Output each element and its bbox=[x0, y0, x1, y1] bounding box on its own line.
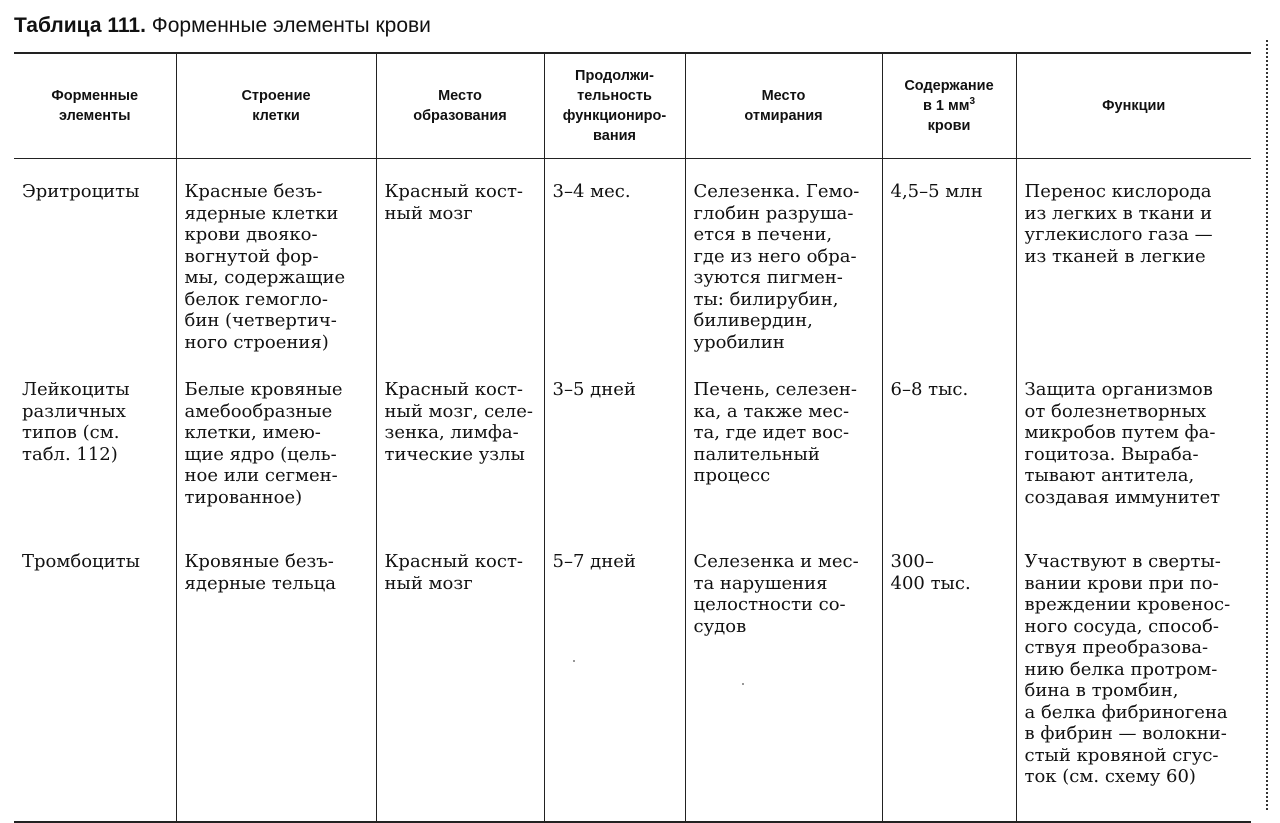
col-header-content-suffix: крови bbox=[927, 118, 971, 134]
cell-element: Тромбоциты bbox=[14, 527, 176, 822]
table-row bbox=[14, 369, 1251, 527]
table-number: Таблица 111. bbox=[14, 14, 146, 37]
col-header-content-sup: 3 bbox=[969, 96, 976, 108]
cell-element: Эритроциты bbox=[14, 159, 176, 370]
cell-functions: Участвуют в сверты- вании крови при по- вреждении кровенос- ного сосуда, способ- ствуя преобразова- нию белка протром- бина в тромбин, а белка фибриногена в фибрин — волокни- стый кровяной сгус- ток (см. схему 60) bbox=[1016, 527, 1251, 822]
blood-elements-table bbox=[14, 52, 1251, 823]
cell-death: Печень, селезен- ка, а также мес- та, где идет вос- палительный процесс bbox=[685, 369, 882, 527]
header-row bbox=[14, 53, 1251, 159]
cell-content: 6–8 тыс. bbox=[882, 369, 1016, 527]
cell-duration: 3–5 дней bbox=[544, 369, 685, 527]
cell-content: 300– 400 тыс. bbox=[882, 527, 1016, 822]
cell-formation: Красный кост- ный мозг bbox=[376, 159, 544, 370]
col-header-formation: Место образования bbox=[376, 53, 544, 159]
table-header bbox=[14, 53, 1251, 159]
cell-structure: Кровяные безъ- ядерные тельца bbox=[176, 527, 376, 822]
col-header-functions: Функции bbox=[1016, 53, 1251, 159]
cell-duration: 5–7 дней bbox=[544, 527, 685, 822]
col-header-duration: Продолжи- тельность функциониро- вания bbox=[544, 53, 685, 159]
table-row bbox=[14, 527, 1251, 822]
cell-element: Лейкоциты различных типов (см. табл. 112) bbox=[14, 369, 176, 527]
page-edge-dotted-line bbox=[1266, 40, 1268, 810]
col-header-structure: Строение клетки bbox=[176, 53, 376, 159]
col-header-content bbox=[882, 53, 1016, 159]
table-body bbox=[14, 159, 1251, 823]
table-caption: Форменные элементы крови bbox=[151, 14, 431, 37]
cell-death: Селезенка. Гемо- глобин разруша- ется в печени, где из него обра- зуются пигмен- ты: билирубин, биливердин, уробилин bbox=[685, 159, 882, 370]
cell-death: Селезенка и мес- та нарушения целостности со- судов bbox=[685, 527, 882, 822]
cell-formation: Красный кост- ный мозг bbox=[376, 527, 544, 822]
scan-speck bbox=[742, 683, 744, 685]
col-header-elements: Форменные элементы bbox=[14, 53, 176, 159]
table-row bbox=[14, 159, 1251, 370]
cell-duration: 3–4 мес. bbox=[544, 159, 685, 370]
col-header-death: Место отмирания bbox=[685, 53, 882, 159]
col-header-content-main: Содержание в 1 мм bbox=[904, 78, 994, 114]
cell-functions: Защита организмов от болезнетворных микробов путем фа- гоцитоза. Выраба- тывают антитела, создавая иммунитет bbox=[1016, 369, 1251, 527]
cell-content: 4,5–5 млн bbox=[882, 159, 1016, 370]
scan-speck bbox=[573, 660, 575, 662]
table-title bbox=[14, 14, 431, 38]
cell-formation: Красный кост- ный мозг, селе- зенка, лимфа- тические узлы bbox=[376, 369, 544, 527]
cell-structure: Белые кровяные амебообразные клетки, имею- щие ядро (цель- ное или сегмен- тированное) bbox=[176, 369, 376, 527]
cell-structure: Красные безъ- ядерные клетки крови двояко- вогнутой фор- мы, содержащие белок гемогло- бин (четвертич- ного строения) bbox=[176, 159, 376, 370]
cell-functions: Перенос кислорода из легких в ткани и углекислого газа — из тканей в легкие bbox=[1016, 159, 1251, 370]
